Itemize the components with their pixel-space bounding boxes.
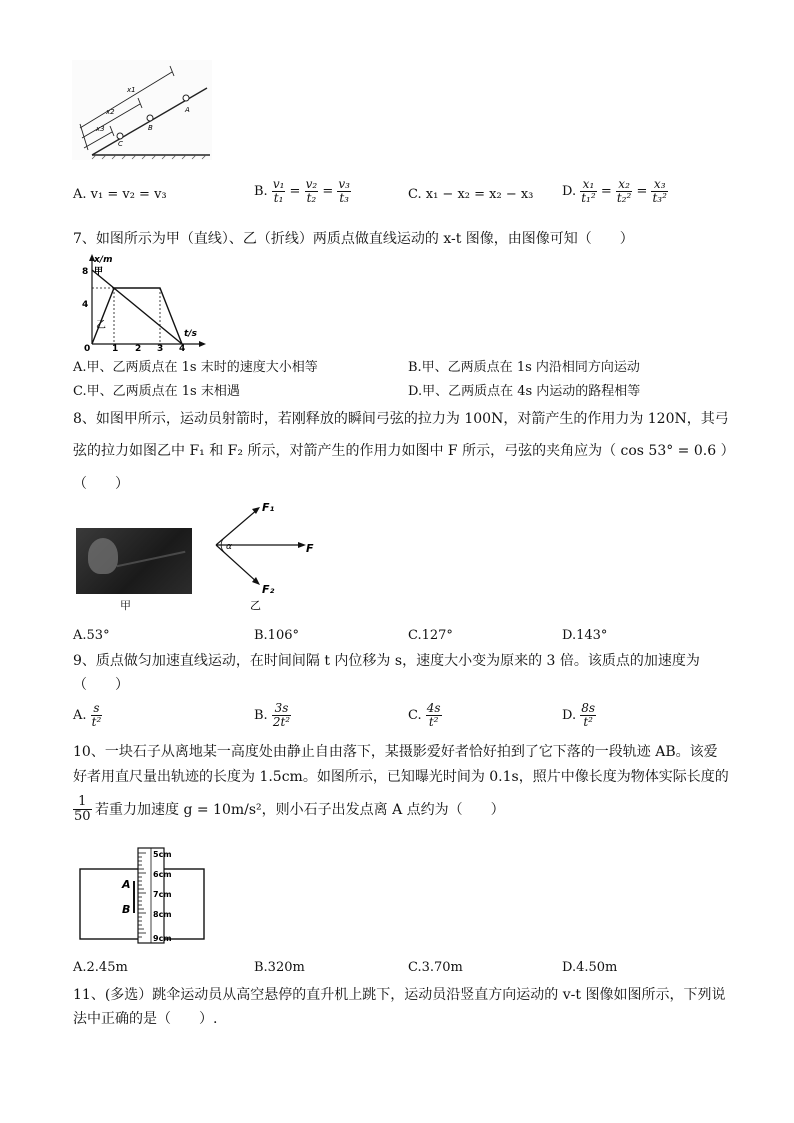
alpha-label: α bbox=[226, 542, 232, 552]
q10-option-d[interactable]: D.4.50m bbox=[562, 960, 618, 975]
F-label: F bbox=[306, 542, 314, 555]
q9-line2: （ ） bbox=[73, 677, 129, 693]
ytick-0: 0 bbox=[84, 344, 91, 352]
q11-line2: 法中正确的是（ ）. bbox=[73, 1011, 218, 1027]
line-yi bbox=[92, 288, 182, 344]
ytick-4: 4 bbox=[82, 300, 89, 310]
xtick-2: 2 bbox=[135, 344, 142, 352]
q6-option-b-prefix: B. bbox=[254, 184, 268, 199]
ruler-9cm: 9cm bbox=[153, 934, 172, 943]
q6-option-d-prefix: D. bbox=[562, 184, 577, 199]
q8-line1: 8、如图甲所示，运动员射箭时，若刚释放的瞬间弓弦的拉力为 100N，对箭产生的作用力为 120N，其弓 bbox=[73, 411, 729, 427]
xtick-4: 4 bbox=[179, 344, 186, 352]
label-x2: x2 bbox=[106, 108, 115, 116]
ruler-photo-figure bbox=[78, 845, 208, 947]
q7-option-a[interactable]: A.甲、乙两质点在 1s 末时的速度大小相等 bbox=[73, 360, 318, 375]
label-x3: x3 bbox=[96, 125, 105, 133]
q6-option-a[interactable]: A. v₁ = v₂ = v₃ bbox=[73, 187, 167, 202]
q8-option-a[interactable]: A.53° bbox=[73, 628, 110, 643]
q6-option-b[interactable]: B. $\frac{\text{v₁}}{\text{t₁}}$ = $\frac{\text{v₂}}{\text{t₂}}$ = $\frac{\text{v₃}}{\text{t₃}}$ bbox=[254, 177, 350, 205]
label-x1: x1 bbox=[127, 86, 136, 94]
ruler-5cm: 5cm bbox=[153, 850, 172, 859]
force-diagram bbox=[208, 497, 328, 612]
q7-option-d[interactable]: D.甲、乙两质点在 4s 内运动的路程相等 bbox=[408, 384, 641, 399]
q7-option-b[interactable]: B.甲、乙两质点在 1s 内沿相同方向运动 bbox=[408, 360, 640, 375]
ylabel: x/m bbox=[94, 255, 113, 265]
q9-option-b[interactable]: B. $\frac{3s}{\text{2t²}}$ bbox=[254, 701, 291, 729]
q10-line2: 好者用直尺量出轨迹的长度为 1.5cm。如图所示，已知曝光时间为 0.1s，照片中像长度为物体实际长度的 bbox=[73, 769, 729, 785]
q10-fraction: $\frac{1}{50}$ bbox=[74, 794, 91, 824]
xt-graph bbox=[78, 252, 208, 352]
q6-option-d[interactable]: D. $\frac{\text{x₁}}{\text{t₁²}}$ = $\frac{\text{x₂}}{\text{t₂²}}$ = $\frac{\text{x₃}}{\text{t₃²}}$ bbox=[562, 177, 667, 205]
ruler-6cm: 6cm bbox=[153, 870, 172, 879]
q10-line3: 若重力加速度 g = 10m/s²，则小石子出发点离 A 点约为（ ） bbox=[95, 802, 505, 818]
photo-label: 甲 bbox=[120, 599, 131, 612]
q9-line1: 9、质点做匀加速直线运动，在时间间隔 t 内位移为 s，速度大小变为原来的 3 倍。该质点的加速度为 bbox=[73, 653, 700, 669]
q6-option-c[interactable]: C. x₁ − x₂ = x₂ − x₃ bbox=[408, 187, 534, 202]
xlabel: t/s bbox=[184, 329, 197, 339]
point-B: B bbox=[122, 903, 131, 916]
q8-option-d[interactable]: D.143° bbox=[562, 628, 608, 643]
xtick-3: 3 bbox=[157, 344, 164, 352]
line-jia bbox=[92, 270, 182, 344]
q9-option-a[interactable]: A. $\frac{s}{\text{t²}}$ bbox=[73, 701, 102, 729]
force-label: 乙 bbox=[250, 599, 261, 612]
q10-option-c[interactable]: C.3.70m bbox=[408, 960, 463, 975]
q7-option-c[interactable]: C.甲、乙两质点在 1s 末相遇 bbox=[73, 384, 240, 399]
q8-line2: 弦的拉力如图乙中 F₁ 和 F₂ 所示，对箭产生的作用力如图中 F 所示，弓弦的夹角应为（ cos 53° = 0.6 ） bbox=[73, 443, 735, 459]
q9-option-d[interactable]: D. $\frac{8s}{\text{t²}}$ bbox=[562, 701, 596, 729]
ytick-8: 8 bbox=[82, 267, 89, 277]
q10-option-a[interactable]: A.2.45m bbox=[73, 960, 128, 975]
q8-option-c[interactable]: C.127° bbox=[408, 628, 453, 643]
F1-label: F₁ bbox=[262, 501, 275, 514]
label-yi: 乙 bbox=[96, 320, 106, 331]
F2-label: F₂ bbox=[262, 583, 275, 596]
point-A: A bbox=[122, 878, 131, 891]
q11-line1: 11、(多选）跳伞运动员从高空悬停的直升机上跳下，运动员沿竖直方向运动的 v-t 图像如图所示，下列说 bbox=[73, 987, 726, 1003]
label-jia: 甲 bbox=[94, 267, 104, 277]
incline-figure bbox=[72, 60, 212, 160]
ruler-7cm: 7cm bbox=[153, 890, 172, 899]
q8-line3: （ ） bbox=[73, 476, 129, 492]
label-C: C bbox=[118, 140, 123, 148]
label-A: A bbox=[185, 106, 190, 114]
xtick-1: 1 bbox=[112, 344, 119, 352]
q9-option-c[interactable]: C. $\frac{4s}{\text{t²}}$ bbox=[408, 701, 441, 729]
q7-stem: 7、如图所示为甲（直线）、乙（折线）两质点做直线运动的 x-t 图像，由图像可知（ ） bbox=[73, 231, 634, 247]
ruler-8cm: 8cm bbox=[153, 910, 172, 919]
q10-line1: 10、一块石子从离地某一高度处由静止自由落下，某摄影爱好者恰好拍到了它下落的一段轨迹 AB。该爱 bbox=[73, 744, 718, 760]
archer-photo bbox=[76, 528, 192, 594]
q8-option-b[interactable]: B.106° bbox=[254, 628, 299, 643]
label-B: B bbox=[148, 124, 153, 132]
q10-option-b[interactable]: B.320m bbox=[254, 960, 305, 975]
